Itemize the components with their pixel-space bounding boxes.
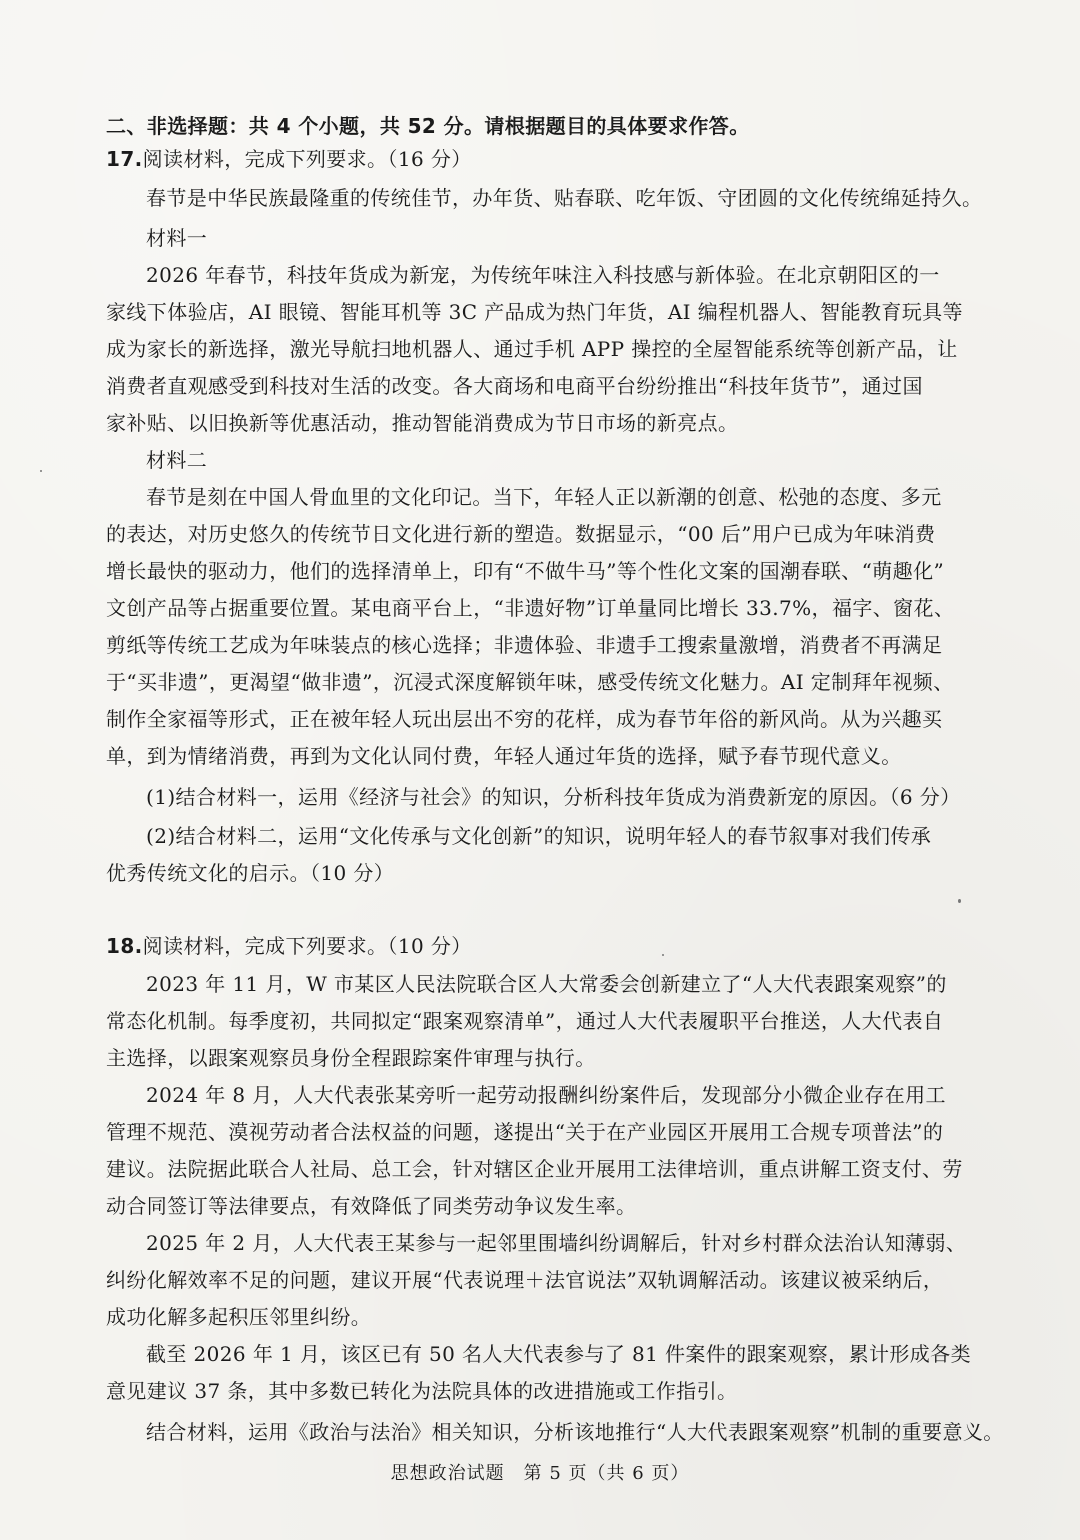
question-18-paragraph-line: 截至 2026 年 1 月，该区已有 50 名人大代表参与了 81 件案件的跟案观察，累计形成各类: [146, 1342, 971, 1366]
material-2-line: 春节是刻在中国人骨血里的文化印记。当下，年轻人正以新潮的创意、松弛的态度、多元: [146, 485, 942, 509]
material-1-title: 材料一: [146, 226, 208, 250]
material-1-line: 成为家长的新选择，激光导航扫地机器人、通过手机 APP 操控的全屋智能系统等创新产品，让: [106, 337, 958, 361]
question-18-paragraph-line: 管理不规范、漠视劳动者合法权益的问题，遂提出“关于在产业园区开展用工合规专项普法”的: [106, 1120, 944, 1144]
question-18-paragraph-line: 建议。法院据此联合人社局、总工会，针对辖区企业开展用工法律培训，重点讲解工资支付、劳: [106, 1157, 963, 1181]
question-18-paragraph-line: 2023 年 11 月，W 市某区人民法院联合区人大常委会创新建立了“人大代表跟案观察”的: [146, 972, 947, 996]
question-18-paragraph-line: 意见建议 37 条，其中多数已转化为法院具体的改进措施或工作指引。: [106, 1379, 738, 1403]
material-2-line: 的表达，对历史悠久的传统节日文化进行新的塑造。数据显示，“00 后”用户已成为年味消费: [106, 522, 936, 546]
material-1-line: 消费者直观感受到科技对生活的改变。各大商场和电商平台纷纷推出“科技年货节”，通过国: [106, 374, 923, 398]
material-1-line: 家线下体验店，AI 眼镜、智能耳机等 3C 产品成为热门年货，AI 编程机器人、智能教育玩具等: [106, 300, 963, 324]
material-2-title: 材料二: [146, 448, 208, 472]
question-18-header: [106, 932, 472, 960]
scan-speck: [40, 470, 42, 472]
scan-speck: [958, 899, 961, 903]
question-18-paragraph-line: 成功化解多起积压邻里纠纷。: [106, 1305, 372, 1329]
material-2-line: 增长最快的驱动力，他们的选择清单上，印有“不做牛马”等个性化文案的国潮春联、“萌趣化”: [106, 559, 945, 583]
material-2-line: 剪纸等传统工艺成为年味装点的核心选择；非遗体验、非遗手工搜索量激增，消费者不再满足: [106, 633, 943, 657]
question-18-number: 18.: [106, 934, 143, 958]
material-2-line: 于“买非遗”，更渴望“做非遗”，沉浸式深度解锁年味，感受传统文化魅力。AI 定制拜年视频、: [106, 670, 954, 694]
page-footer: 思想政治试题 第 5 页（共 6 页）: [390, 1463, 690, 1484]
question-18-prompt: 阅读材料，完成下列要求。（10 分）: [142, 934, 472, 958]
question-18-paragraph-line: 常态化机制。每季度初，共同拟定“跟案观察清单”，通过人大代表履职平台推送，人大代表自: [106, 1009, 944, 1033]
question-17-prompt: 阅读材料，完成下列要求。（16 分）: [142, 147, 472, 171]
material-2-line: 制作全家福等形式，正在被年轻人玩出层出不穷的花样，成为春节年俗的新风尚。从为兴趣买: [106, 707, 943, 731]
section-heading: 二、非选择题：共 4 个小题，共 52 分。请根据题目的具体要求作答。: [106, 114, 750, 138]
question-17-sub-1: (1)结合材料一，运用《经济与社会》的知识，分析科技年货成为消费新宠的原因。（6 分）: [146, 785, 961, 809]
question-17-sub-2: (2)结合材料二，运用“文化传承与文化创新”的知识，说明年轻人的春节叙事对我们传承: [146, 824, 932, 848]
scan-speck: [662, 954, 664, 956]
question-17-intro: 春节是中华民族最隆重的传统佳节，办年货、贴春联、吃年饭、守团圆的文化传统绵延持久。: [146, 186, 983, 210]
material-1-line: 家补贴、以旧换新等优惠活动，推动智能消费成为节日市场的新亮点。: [106, 411, 739, 435]
material-2-line: 文创产品等占据重要位置。某电商平台上，“非遗好物”订单量同比增长 33.7%，福字、窗花、: [106, 596, 955, 620]
question-18-paragraph-line: 2025 年 2 月，人大代表王某参与一起邻里围墙纠纷调解后，针对乡村群众法治认知薄弱、: [146, 1231, 967, 1255]
question-17-header: [106, 145, 472, 173]
material-2-line: 单，到为情绪消费，再到为文化认同付费，年轻人通过年货的选择，赋予春节现代意义。: [106, 744, 902, 768]
question-18-paragraph-line: 纠纷化解效率不足的问题，建议开展“代表说理＋法官说法”双轨调解活动。该建议被采纳后，: [106, 1268, 944, 1292]
question-17-number: 17.: [106, 147, 143, 171]
question-18-paragraph-line: 主选择，以跟案观察员身份全程跟踪案件审理与执行。: [106, 1046, 596, 1070]
question-18-paragraph-line: 动合同签订等法律要点，有效降低了同类劳动争议发生率。: [106, 1194, 637, 1218]
question-18-paragraph-line: 2024 年 8 月，人大代表张某旁听一起劳动报酬纠纷案件后，发现部分小微企业存在用工: [146, 1083, 946, 1107]
question-17-sub-2: 优秀传统文化的启示。（10 分）: [106, 861, 395, 885]
question-18-task: 结合材料，运用《政治与法治》相关知识，分析该地推行“人大代表跟案观察”机制的重要意义。: [146, 1420, 1004, 1444]
material-1-line: 2026 年春节，科技年货成为新宠，为传统年味注入科技感与新体验。在北京朝阳区的一: [146, 263, 940, 287]
